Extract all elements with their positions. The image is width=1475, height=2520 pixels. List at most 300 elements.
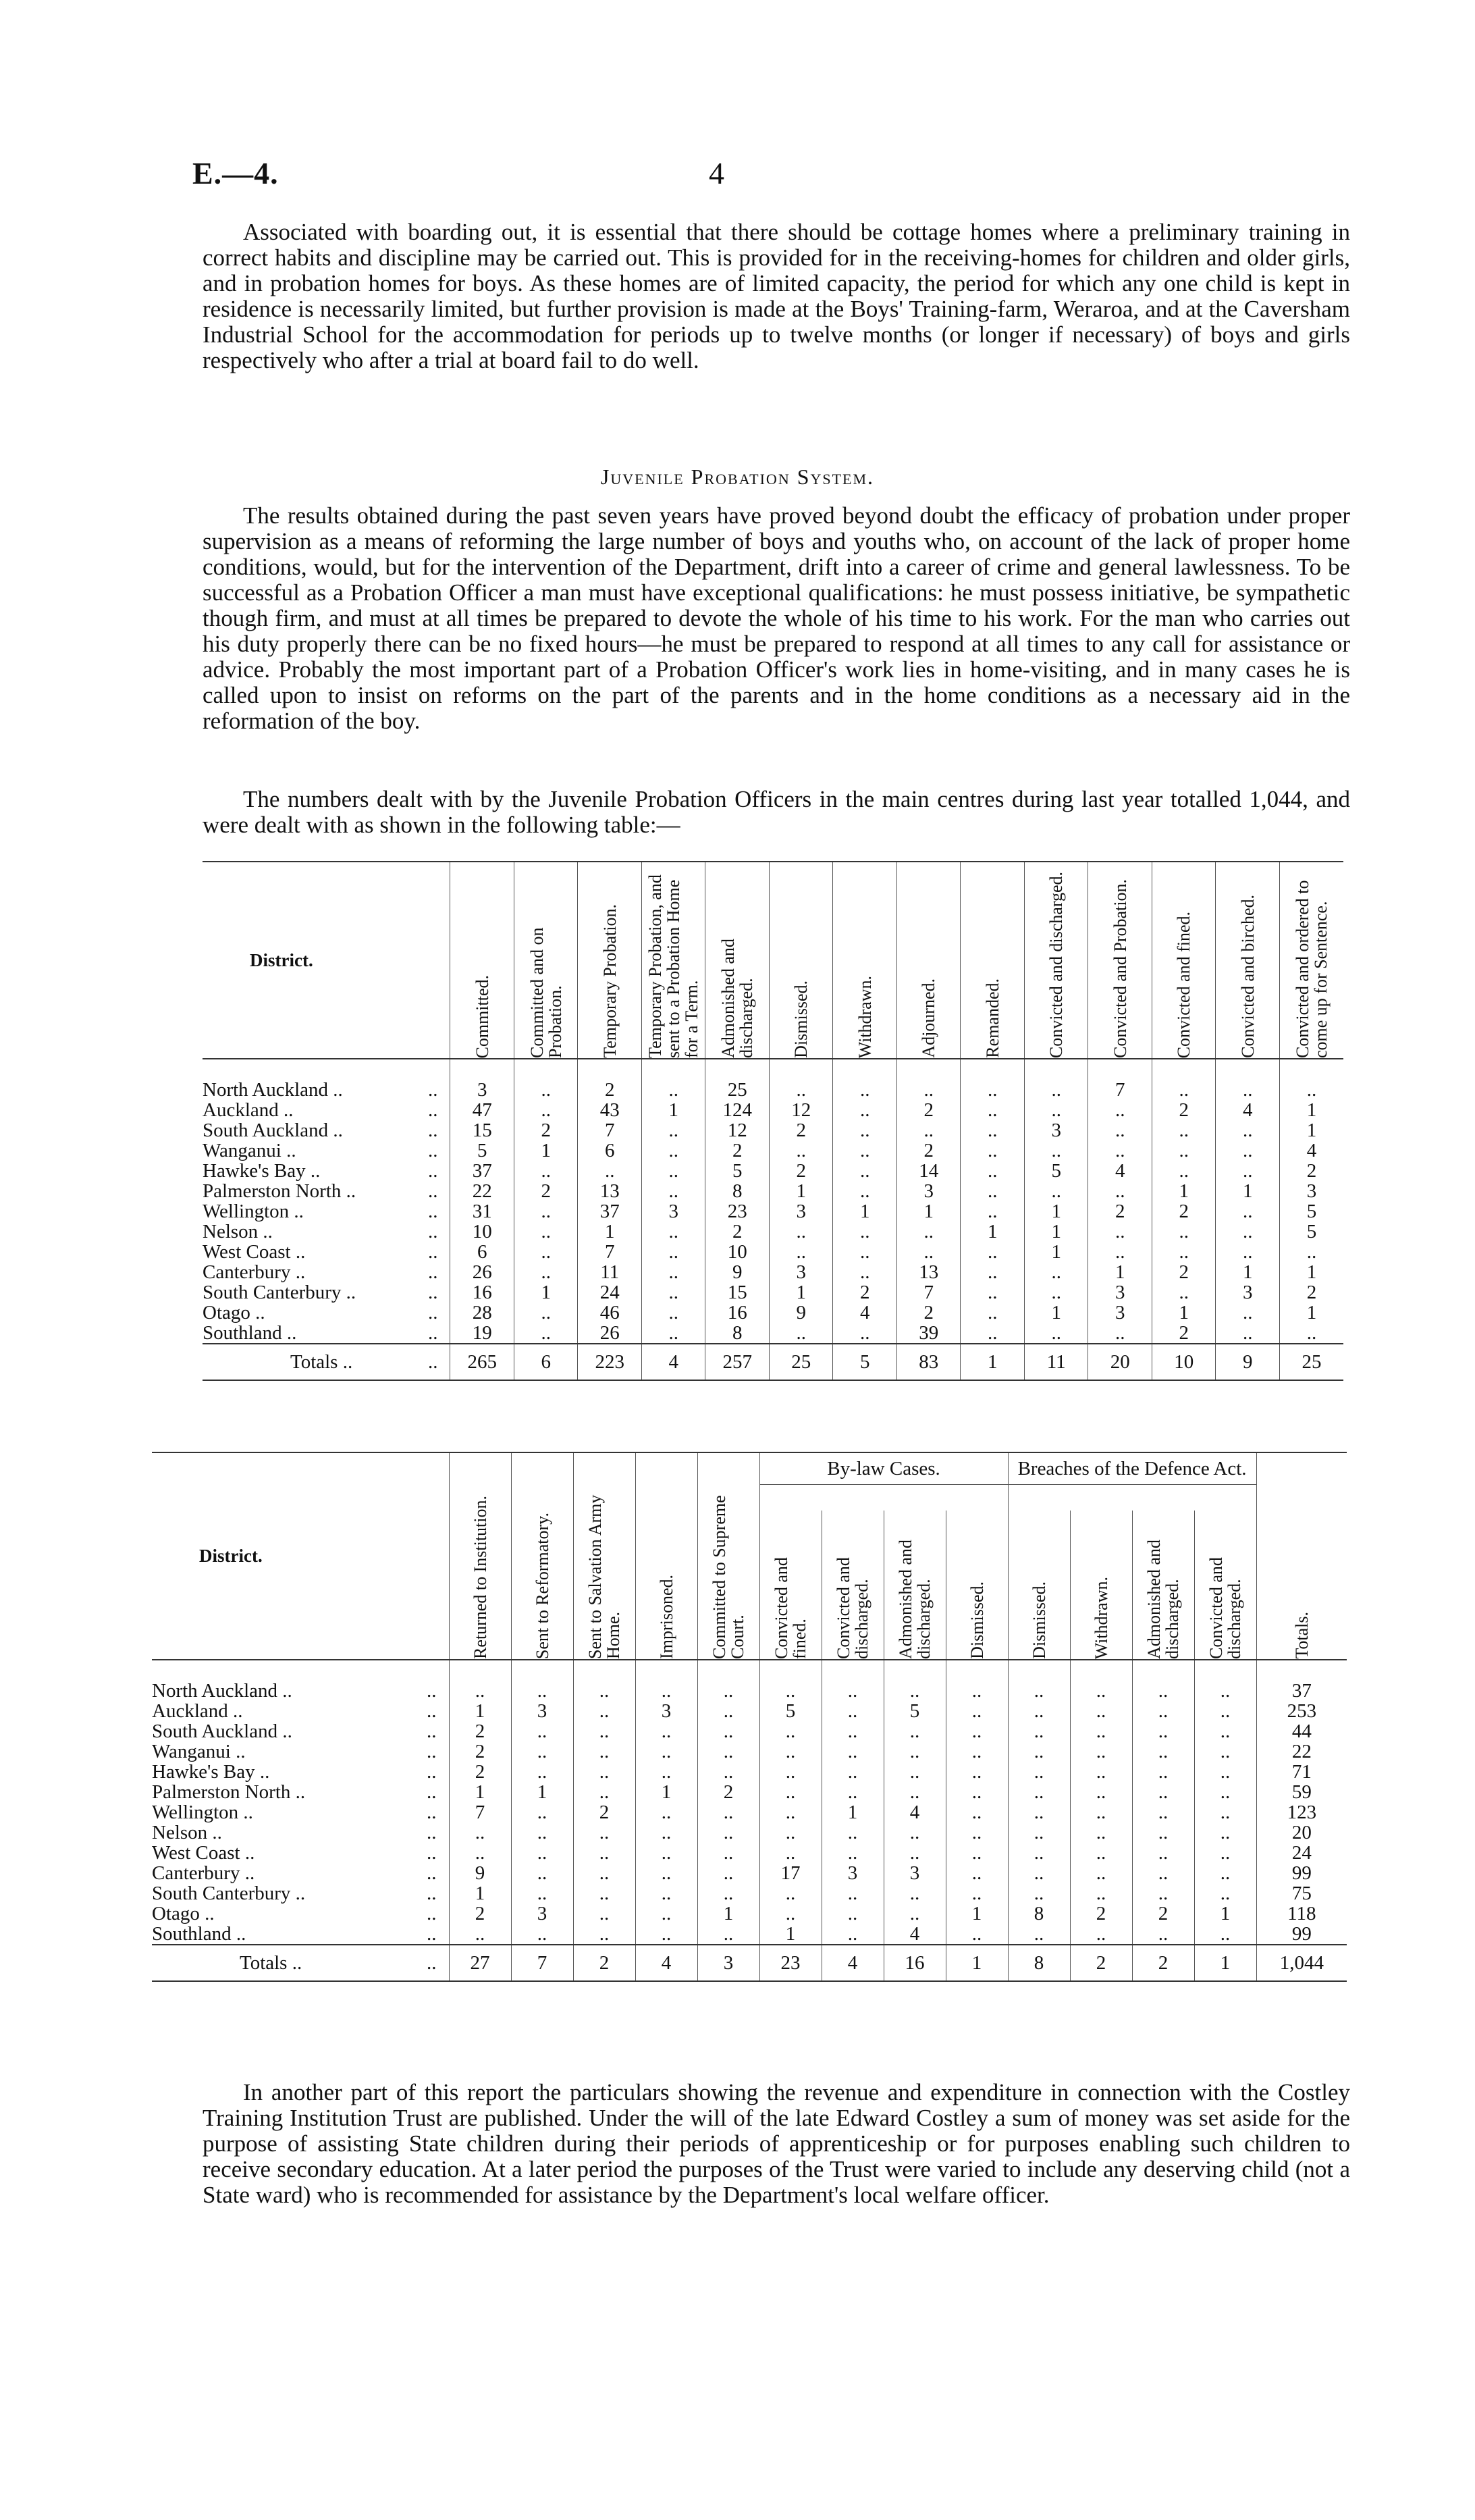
value-cell: ..: [833, 1059, 897, 1100]
value-cell: ..: [697, 1721, 759, 1741]
value-cell: ..: [946, 1721, 1008, 1741]
value-cell: ..: [573, 1924, 635, 1945]
district-cell: Wellington .. ..: [203, 1201, 438, 1222]
value-cell: 1: [1088, 1262, 1152, 1282]
value-cell: ..: [635, 1822, 697, 1843]
value-cell: 1: [946, 1904, 1008, 1924]
value-cell: 3: [511, 1701, 573, 1721]
bylaw-group-header: By-law Cases.: [759, 1452, 1008, 1511]
column-header: Admonished and discharged.: [705, 862, 770, 1059]
value-cell: 1: [1279, 1100, 1343, 1120]
value-cell: ..: [1216, 1161, 1280, 1181]
value-cell: ..: [769, 1242, 833, 1262]
value-cell: ..: [822, 1822, 884, 1843]
value-cell: ..: [961, 1100, 1025, 1120]
value-cell: 2: [449, 1721, 511, 1741]
total-cell: 6: [514, 1344, 578, 1380]
value-cell: 9: [769, 1303, 833, 1323]
value-cell: ..: [833, 1242, 897, 1262]
totals-label: Totals .. ..: [203, 1344, 450, 1380]
value-cell: 1: [578, 1222, 642, 1242]
value-cell: 3: [822, 1863, 884, 1883]
value-cell: ..: [697, 1701, 759, 1721]
total-cell: 20: [1088, 1344, 1152, 1380]
value-cell: ..: [1070, 1660, 1132, 1701]
value-cell: 2: [896, 1100, 961, 1120]
value-cell: 22: [450, 1181, 514, 1201]
value-cell: ..: [697, 1741, 759, 1762]
value-cell: 3: [1216, 1282, 1280, 1303]
value-cell: ..: [884, 1883, 946, 1904]
value-cell: 25: [705, 1059, 770, 1100]
district-cell: South Auckland .. ..: [152, 1721, 437, 1742]
table-row: [203, 1120, 1343, 1140]
table-row: [203, 1059, 1343, 1100]
paragraph-table-intro: The numbers dealt with by the Juvenile Probation Officers in the main centres during last year totalled 1,044, and were dealt with as shown in the following table:—: [203, 786, 1350, 838]
value-cell: ..: [635, 1762, 697, 1782]
value-cell: 11: [578, 1262, 642, 1282]
value-cell: ..: [961, 1120, 1025, 1140]
value-cell: 7: [578, 1120, 642, 1140]
value-cell: 5: [759, 1701, 822, 1721]
value-cell: 43: [578, 1100, 642, 1120]
value-cell: 4: [884, 1802, 946, 1822]
value-cell: ..: [635, 1904, 697, 1924]
section-heading: Juvenile Probation System.: [600, 465, 875, 489]
value-cell: 6: [450, 1242, 514, 1262]
value-cell: 28: [450, 1303, 514, 1323]
value-cell: 118: [1256, 1904, 1347, 1924]
table-row: [203, 1100, 1343, 1120]
value-cell: ..: [1024, 1059, 1088, 1100]
district-cell: Hawke's Bay .. ..: [152, 1761, 437, 1783]
district-cell: South Canterbury .. ..: [152, 1883, 437, 1904]
value-cell: 1: [1024, 1242, 1088, 1262]
value-cell: ..: [1088, 1323, 1152, 1344]
value-cell: 1: [822, 1802, 884, 1822]
value-cell: ..: [946, 1924, 1008, 1945]
value-cell: 2: [1152, 1323, 1216, 1344]
value-cell: ..: [511, 1660, 573, 1701]
value-cell: 39: [896, 1323, 961, 1344]
total-cell: 1: [946, 1945, 1008, 1981]
total-cell: 257: [705, 1344, 770, 1380]
value-cell: 1: [1216, 1262, 1280, 1282]
value-cell: ..: [514, 1201, 578, 1222]
value-cell: ..: [896, 1222, 961, 1242]
district-cell: South Canterbury .. ..: [203, 1282, 438, 1303]
value-cell: ..: [1132, 1843, 1194, 1863]
value-cell: ..: [511, 1843, 573, 1863]
value-cell: 44: [1256, 1721, 1347, 1741]
district-cell: Hawke's Bay .. ..: [203, 1160, 438, 1182]
value-cell: ..: [1024, 1323, 1088, 1344]
value-cell: ..: [946, 1802, 1008, 1822]
value-cell: 1: [1024, 1303, 1088, 1323]
value-cell: 1: [769, 1181, 833, 1201]
value-cell: 1: [1152, 1181, 1216, 1201]
value-cell: ..: [769, 1222, 833, 1242]
value-cell: ..: [1216, 1201, 1280, 1222]
value-cell: ..: [511, 1741, 573, 1762]
column-header: Convicted and discharged.: [822, 1511, 884, 1660]
value-cell: 2: [1132, 1904, 1194, 1924]
value-cell: ..: [635, 1924, 697, 1945]
value-cell: 3: [511, 1904, 573, 1924]
value-cell: 2: [1070, 1904, 1132, 1924]
total-cell: 25: [769, 1344, 833, 1380]
value-cell: ..: [946, 1843, 1008, 1863]
value-cell: 1: [449, 1701, 511, 1721]
value-cell: ..: [641, 1181, 705, 1201]
value-cell: ..: [635, 1741, 697, 1762]
value-cell: ..: [1279, 1323, 1343, 1344]
value-cell: ..: [946, 1701, 1008, 1721]
value-cell: ..: [759, 1660, 822, 1701]
value-cell: 3: [1088, 1282, 1152, 1303]
value-cell: ..: [1008, 1721, 1070, 1741]
value-cell: ..: [641, 1242, 705, 1262]
value-cell: 2: [514, 1120, 578, 1140]
value-cell: 37: [450, 1161, 514, 1181]
district-cell: Wanganui .. ..: [203, 1140, 438, 1161]
total-cell: 1: [1194, 1945, 1256, 1981]
total-cell: 9: [1216, 1344, 1280, 1380]
value-cell: 71: [1256, 1762, 1347, 1782]
table-row: [203, 1222, 1343, 1242]
value-cell: ..: [514, 1161, 578, 1181]
value-cell: 2: [1088, 1201, 1152, 1222]
column-header: Convicted and discharged.: [1024, 862, 1088, 1059]
value-cell: ..: [635, 1802, 697, 1822]
value-cell: 2: [1152, 1100, 1216, 1120]
value-cell: ..: [833, 1120, 897, 1140]
value-cell: 8: [705, 1323, 770, 1344]
value-cell: ..: [822, 1883, 884, 1904]
totals-label: Totals .. ..: [152, 1945, 449, 1981]
district-cell: Nelson .. ..: [152, 1822, 437, 1843]
table-row: [152, 1802, 1347, 1822]
value-cell: ..: [961, 1161, 1025, 1181]
report-reference: E.—4.: [192, 156, 279, 190]
value-cell: ..: [573, 1741, 635, 1762]
value-cell: ..: [946, 1741, 1008, 1762]
table-row: [203, 1303, 1343, 1323]
table-row: [152, 1863, 1347, 1883]
table-row: [152, 1822, 1347, 1843]
value-cell: ..: [759, 1782, 822, 1802]
district-cell: Southland .. ..: [203, 1322, 438, 1344]
probation-table-1: [203, 861, 1343, 1381]
table-row: [203, 1201, 1343, 1222]
value-cell: ..: [833, 1140, 897, 1161]
value-cell: ..: [573, 1782, 635, 1802]
column-header: Remanded.: [961, 862, 1025, 1059]
value-cell: ..: [884, 1822, 946, 1843]
value-cell: ..: [759, 1822, 822, 1843]
value-cell: ..: [449, 1843, 511, 1863]
value-cell: 2: [578, 1059, 642, 1100]
district-cell: Wanganui .. ..: [152, 1741, 437, 1762]
value-cell: ..: [884, 1843, 946, 1863]
value-cell: ..: [1152, 1161, 1216, 1181]
value-cell: 26: [450, 1262, 514, 1282]
total-cell: 265: [450, 1344, 514, 1380]
value-cell: 5: [884, 1701, 946, 1721]
value-cell: ..: [641, 1059, 705, 1100]
value-cell: ..: [1132, 1721, 1194, 1741]
column-header: Convicted and fined.: [759, 1511, 822, 1660]
value-cell: 59: [1256, 1782, 1347, 1802]
district-header-2: District.: [152, 1452, 449, 1660]
value-cell: ..: [578, 1161, 642, 1181]
value-cell: 4: [884, 1924, 946, 1945]
column-header: Totals.: [1256, 1452, 1347, 1660]
value-cell: ..: [573, 1701, 635, 1721]
value-cell: 19: [450, 1323, 514, 1344]
value-cell: ..: [884, 1782, 946, 1802]
total-cell: 10: [1152, 1344, 1216, 1380]
value-cell: 15: [705, 1282, 770, 1303]
value-cell: ..: [635, 1721, 697, 1741]
table-row: [152, 1924, 1347, 1945]
value-cell: 2: [896, 1140, 961, 1161]
value-cell: ..: [514, 1222, 578, 1242]
value-cell: 1: [449, 1883, 511, 1904]
value-cell: ..: [1194, 1863, 1256, 1883]
table-row: [203, 1262, 1343, 1282]
value-cell: ..: [1132, 1883, 1194, 1904]
total-cell: 2: [1070, 1945, 1132, 1981]
value-cell: ..: [822, 1741, 884, 1762]
value-cell: ..: [641, 1222, 705, 1242]
value-cell: ..: [573, 1863, 635, 1883]
value-cell: ..: [884, 1762, 946, 1782]
value-cell: ..: [1070, 1741, 1132, 1762]
value-cell: ..: [1024, 1140, 1088, 1161]
value-cell: ..: [759, 1721, 822, 1741]
value-cell: ..: [641, 1282, 705, 1303]
value-cell: 1: [514, 1140, 578, 1161]
value-cell: 7: [896, 1282, 961, 1303]
value-cell: ..: [514, 1262, 578, 1282]
value-cell: ..: [1216, 1140, 1280, 1161]
value-cell: ..: [1008, 1741, 1070, 1762]
value-cell: ..: [961, 1059, 1025, 1100]
total-cell: 4: [822, 1945, 884, 1981]
value-cell: 1: [1279, 1120, 1343, 1140]
value-cell: 9: [449, 1863, 511, 1883]
value-cell: 12: [705, 1120, 770, 1140]
totals-row: [152, 1945, 1347, 1981]
value-cell: ..: [1194, 1721, 1256, 1741]
district-cell: Southland .. ..: [152, 1923, 437, 1945]
value-cell: ..: [896, 1059, 961, 1100]
value-cell: ..: [1194, 1741, 1256, 1762]
district-cell: Palmerston North .. ..: [203, 1180, 438, 1202]
value-cell: 9: [705, 1262, 770, 1282]
value-cell: 2: [573, 1802, 635, 1822]
value-cell: 124: [705, 1100, 770, 1120]
value-cell: 22: [1256, 1741, 1347, 1762]
value-cell: 1: [1279, 1262, 1343, 1282]
value-cell: 1: [641, 1100, 705, 1120]
value-cell: ..: [769, 1059, 833, 1100]
value-cell: 12: [769, 1100, 833, 1120]
value-cell: ..: [961, 1303, 1025, 1323]
value-cell: ..: [1088, 1242, 1152, 1262]
value-cell: 3: [896, 1181, 961, 1201]
value-cell: ..: [946, 1782, 1008, 1802]
value-cell: 46: [578, 1303, 642, 1323]
value-cell: 16: [450, 1282, 514, 1303]
value-cell: 37: [578, 1201, 642, 1222]
value-cell: ..: [1088, 1222, 1152, 1242]
value-cell: ..: [1152, 1282, 1216, 1303]
value-cell: 6: [578, 1140, 642, 1161]
total-cell: 23: [759, 1945, 822, 1981]
value-cell: 3: [1088, 1303, 1152, 1323]
column-header: Convicted and ordered to come up for Sentence.: [1279, 862, 1343, 1059]
value-cell: ..: [641, 1323, 705, 1344]
district-cell: Otago .. ..: [152, 1903, 437, 1924]
value-cell: 7: [578, 1242, 642, 1262]
district-cell: Auckland .. ..: [152, 1700, 437, 1722]
value-cell: ..: [1152, 1222, 1216, 1242]
value-cell: 24: [1256, 1843, 1347, 1863]
value-cell: ..: [833, 1222, 897, 1242]
value-cell: ..: [1152, 1059, 1216, 1100]
total-cell: 4: [641, 1344, 705, 1380]
value-cell: 7: [449, 1802, 511, 1822]
value-cell: ..: [1194, 1762, 1256, 1782]
value-cell: 1: [961, 1222, 1025, 1242]
value-cell: ..: [946, 1660, 1008, 1701]
district-header: District.: [203, 862, 450, 1059]
value-cell: ..: [697, 1762, 759, 1782]
total-cell: 2: [573, 1945, 635, 1981]
value-cell: 2: [449, 1762, 511, 1782]
value-cell: 1: [1194, 1904, 1256, 1924]
value-cell: ..: [573, 1762, 635, 1782]
value-cell: ..: [769, 1323, 833, 1344]
value-cell: ..: [511, 1883, 573, 1904]
totals-row: [203, 1344, 1343, 1380]
column-header: Returned to Institution.: [449, 1452, 511, 1660]
value-cell: ..: [1070, 1762, 1132, 1782]
value-cell: 1: [511, 1782, 573, 1802]
column-header: Dismissed.: [1008, 1511, 1070, 1660]
value-cell: ..: [1194, 1883, 1256, 1904]
value-cell: 3: [1279, 1181, 1343, 1201]
value-cell: ..: [573, 1822, 635, 1843]
value-cell: ..: [514, 1323, 578, 1344]
value-cell: ..: [1070, 1721, 1132, 1741]
value-cell: ..: [946, 1883, 1008, 1904]
value-cell: ..: [1088, 1120, 1152, 1140]
value-cell: ..: [641, 1140, 705, 1161]
value-cell: ..: [449, 1924, 511, 1945]
paragraph-costley-trust: In another part of this report the particulars showing the revenue and expenditure in connection with the Costley Training Institution Trust are published. Under the will of the late Edward Costley a sum of money was set aside for the purpose of assisting State children during their periods of apprenticeship or for purposes enabling such children to receive secondary education. At a later period the purposes of the Trust were varied to include any deserving child (not a State ward) who is recommended for assistance by the Department's local welfare officer.: [203, 2079, 1350, 2208]
value-cell: ..: [1070, 1924, 1132, 1945]
value-cell: 123: [1256, 1802, 1347, 1822]
value-cell: 13: [896, 1262, 961, 1282]
value-cell: 2: [833, 1282, 897, 1303]
value-cell: 3: [769, 1201, 833, 1222]
value-cell: ..: [1216, 1222, 1280, 1242]
value-cell: ..: [449, 1660, 511, 1701]
value-cell: ..: [759, 1741, 822, 1762]
value-cell: 2: [896, 1303, 961, 1323]
column-header: Sent to Salvation Army Home.: [573, 1452, 635, 1660]
column-header: Dismissed.: [946, 1511, 1008, 1660]
value-cell: ..: [833, 1262, 897, 1282]
district-cell: South Auckland .. ..: [203, 1120, 438, 1141]
column-header: Sent to Reformatory.: [511, 1452, 573, 1660]
value-cell: ..: [1194, 1822, 1256, 1843]
district-cell: Auckland .. ..: [203, 1099, 438, 1121]
value-cell: 8: [705, 1181, 770, 1201]
value-cell: ..: [1279, 1059, 1343, 1100]
value-cell: ..: [1088, 1140, 1152, 1161]
value-cell: ..: [946, 1762, 1008, 1782]
value-cell: ..: [1152, 1140, 1216, 1161]
total-cell: 8: [1008, 1945, 1070, 1981]
page-number: 4: [709, 156, 724, 190]
value-cell: ..: [759, 1883, 822, 1904]
value-cell: ..: [1132, 1762, 1194, 1782]
value-cell: ..: [573, 1883, 635, 1904]
paragraph-boarding-out: Associated with boarding out, it is essential that there should be cottage homes where a preliminary training in correct habits and discipline may be carried out. This is provided for in the receiving-homes for children and older girls, and in probation homes for boys. As these homes are of limited capacity, the period for which any one child is kept in residence is necessarily limited, but further provision is made at the Boys' Training-farm, Weraroa, and at the Caversham Industrial School for the accommodation for periods up to twelve months (or longer if necessary) of boys and girls respectively who after a trial at board fail to do well.: [203, 219, 1350, 373]
value-cell: ..: [1216, 1323, 1280, 1344]
value-cell: ..: [1024, 1181, 1088, 1201]
value-cell: ..: [1008, 1843, 1070, 1863]
value-cell: 16: [705, 1303, 770, 1323]
value-cell: ..: [1024, 1282, 1088, 1303]
table-row: [152, 1782, 1347, 1802]
value-cell: ..: [1024, 1100, 1088, 1120]
value-cell: ..: [1008, 1660, 1070, 1701]
value-cell: ..: [1216, 1303, 1280, 1323]
value-cell: ..: [759, 1802, 822, 1822]
value-cell: 31: [450, 1201, 514, 1222]
defence-group-header: Breaches of the Defence Act.: [1008, 1452, 1256, 1511]
value-cell: 2: [769, 1161, 833, 1181]
value-cell: ..: [511, 1802, 573, 1822]
value-cell: ..: [822, 1904, 884, 1924]
value-cell: ..: [511, 1863, 573, 1883]
value-cell: 1: [769, 1282, 833, 1303]
total-cell: 5: [833, 1344, 897, 1380]
value-cell: ..: [573, 1843, 635, 1863]
value-cell: ..: [822, 1782, 884, 1802]
value-cell: ..: [961, 1201, 1025, 1222]
value-cell: ..: [1070, 1701, 1132, 1721]
value-cell: ..: [573, 1660, 635, 1701]
value-cell: 4: [1216, 1100, 1280, 1120]
table-row: [203, 1140, 1343, 1161]
value-cell: ..: [514, 1100, 578, 1120]
value-cell: 47: [450, 1100, 514, 1120]
value-cell: ..: [511, 1822, 573, 1843]
value-cell: 15: [450, 1120, 514, 1140]
value-cell: ..: [1194, 1924, 1256, 1945]
value-cell: ..: [822, 1721, 884, 1741]
value-cell: 37: [1256, 1660, 1347, 1701]
value-cell: 3: [884, 1863, 946, 1883]
value-cell: 20: [1256, 1822, 1347, 1843]
value-cell: ..: [1008, 1762, 1070, 1782]
